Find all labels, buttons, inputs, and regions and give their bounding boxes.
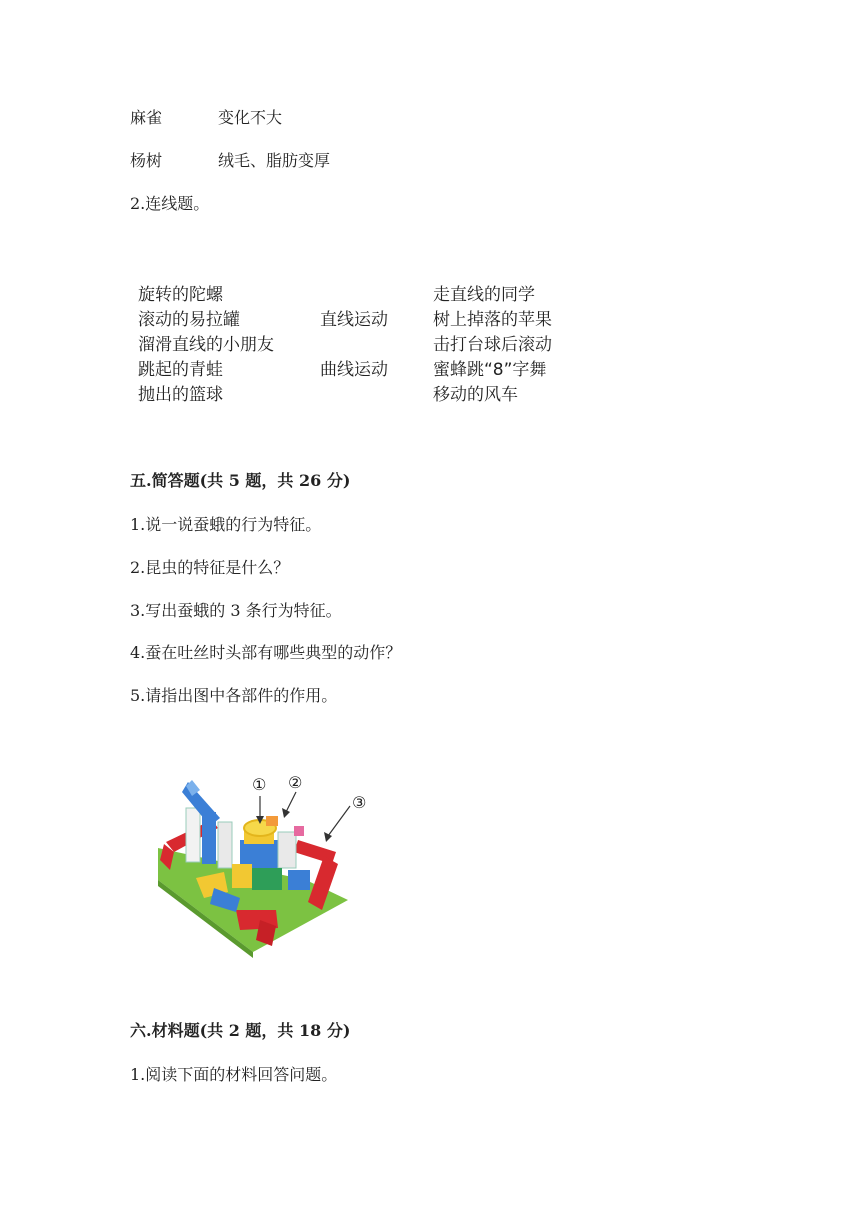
matching-left-4: 跳起的青蛙 bbox=[138, 360, 223, 380]
section-5-question-2: 2.昆虫的特征是什么？ bbox=[130, 558, 290, 577]
pair-right-1: 变化不大 bbox=[218, 108, 283, 127]
matching-left-5: 抛出的篮球 bbox=[138, 385, 223, 405]
section-5-question-3: 3.写出蚕蛾的 3 条行为特征。 bbox=[130, 601, 342, 620]
marble-run-figure bbox=[148, 760, 398, 960]
matching-left-3: 溜滑直线的小朋友 bbox=[138, 335, 274, 355]
figure-label-1: ① bbox=[252, 775, 267, 794]
matching-right-5: 移动的风车 bbox=[433, 385, 518, 405]
figure-label-2: ② bbox=[288, 773, 303, 792]
matching-right-2: 树上掉落的苹果 bbox=[433, 310, 552, 330]
matching-left-2: 滚动的易拉罐 bbox=[138, 310, 240, 330]
matching-right-4: 蜜蜂跳“8”字舞 bbox=[433, 360, 547, 380]
matching-right-1: 走直线的同学 bbox=[433, 285, 535, 305]
figure-label-3: ③ bbox=[352, 793, 367, 812]
pair-left-2: 杨树 bbox=[130, 151, 163, 170]
pair-right-2: 绒毛、脂肪变厚 bbox=[218, 151, 331, 170]
matching-middle-1: 直线运动 bbox=[320, 310, 388, 330]
section-5-heading: 五.简答题(共 5 题，共 26 分) bbox=[130, 471, 351, 490]
pair-left-1: 麻雀 bbox=[130, 108, 163, 127]
matching-middle-2: 曲线运动 bbox=[320, 360, 388, 380]
matching-right-3: 击打台球后滚动 bbox=[433, 335, 552, 355]
section-5-question-5: 5.请指出图中各部件的作用。 bbox=[130, 686, 338, 705]
marble-run-illustration bbox=[148, 760, 398, 960]
section-6-heading: 六.材料题(共 2 题，共 18 分) bbox=[130, 1021, 351, 1040]
section-5-question-1: 1.说一说蚕蛾的行为特征。 bbox=[130, 515, 322, 534]
section-6-question-1: 1.阅读下面的材料回答问题。 bbox=[130, 1065, 338, 1084]
matching-left-1: 旋转的陀螺 bbox=[138, 285, 223, 305]
section-5-question-4: 4.蚕在吐丝时头部有哪些典型的动作？ bbox=[130, 643, 402, 662]
question-2-heading: 2.连线题。 bbox=[130, 194, 210, 213]
